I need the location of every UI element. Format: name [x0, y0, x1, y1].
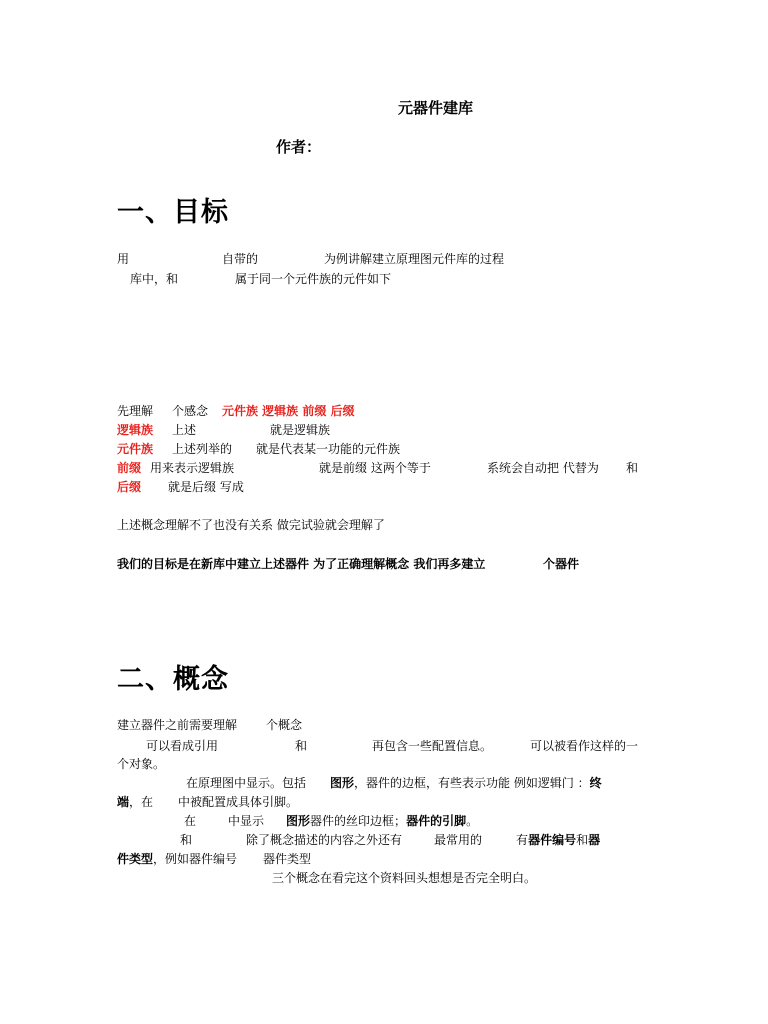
bold-term: 终 [589, 776, 602, 790]
text-fragment: 中显示 [228, 814, 265, 828]
text-fragment: 就是后缀 写成 [168, 480, 244, 494]
footprint-description [184, 812, 478, 830]
text-fragment: 就是前缀 这两个等于 [319, 461, 431, 475]
text-fragment: 用 [117, 252, 130, 266]
section-heading-goal: 一、目标 [117, 197, 229, 228]
term-prefix: 前缀 [117, 461, 142, 475]
text-fragment: 上述列举的 [172, 442, 233, 456]
text-fragment: 在 [184, 814, 197, 828]
text-fragment: 用来表示逻辑族 [150, 461, 235, 475]
bold-term: 图形 [330, 776, 355, 790]
text-fragment: 和 [180, 833, 193, 847]
text-fragment: 属于同一个元件族的元件如下 [235, 272, 392, 286]
term-logic-family: 逻辑族 [117, 423, 154, 437]
text-fragment: 和 [295, 739, 308, 753]
note-text: 上述概念理解不了也没有关系 做完试验就会理解了 [117, 518, 385, 532]
text-fragment: 和 [576, 833, 589, 847]
concepts-count-label: 个感念 [172, 404, 209, 418]
text-fragment: 自带的 [222, 252, 259, 266]
term-part-family: 元件族 [117, 442, 154, 456]
text-fragment: 器件的丝印边框； [310, 814, 407, 828]
text-fragment: 和 [626, 461, 639, 475]
text-fragment: 上述 [172, 423, 197, 437]
bold-term: 端 [117, 795, 130, 809]
text-fragment: 可以看成引用 [146, 739, 219, 753]
text-fragment: 再包含一些配置信息。 [372, 739, 493, 753]
section-heading-concepts: 二、概念 [117, 664, 229, 695]
text-fragment: 就是代表某一功能的元件族 [256, 442, 401, 456]
text-fragment: ，器件的边框，有些表示功能 例如逻辑门 ： [354, 776, 590, 790]
text-fragment: 可以被看作这样的一 [530, 739, 639, 753]
text-fragment: 有 [516, 833, 529, 847]
attributes-description [180, 831, 600, 849]
concepts-prefix: 先理解 [117, 404, 154, 418]
text-fragment: 为例讲解建立原理图元件库的过程 [324, 252, 505, 266]
author-label: 作者： [276, 138, 322, 156]
text-fragment: 最常用的 [434, 833, 483, 847]
text-fragment: 系统会自动把 代替为 [487, 461, 599, 475]
bold-term: 件类型 [117, 852, 154, 866]
bold-term: 图形 [286, 814, 311, 828]
text-fragment: ，例如器件编号 [153, 852, 238, 866]
text-fragment: 个概念 [266, 718, 303, 732]
text-fragment: 器件类型 [263, 852, 312, 866]
bold-term: 器件编号 [528, 833, 577, 847]
goal-statement: 我们的目标是在新库中建立上述器件 为了正确理解概念 我们再多建立 [117, 557, 486, 571]
closing-note: 三个概念在看完这个资料回头想想是否完全明白。 [272, 871, 537, 885]
document-title: 元器件建库 [398, 99, 474, 117]
term-suffix: 后缀 [117, 480, 142, 494]
concept-terms: 元件族 逻辑族 前缀 后缀 [222, 404, 355, 418]
symbol-description-cont [117, 793, 298, 811]
text-fragment: ，在 [129, 795, 154, 809]
text-fragment: 。 [466, 814, 479, 828]
symbol-description [186, 774, 602, 792]
text-fragment: 个器件 [543, 557, 580, 571]
text-fragment: 就是逻辑族 [270, 423, 331, 437]
intro-line-1 [117, 250, 129, 268]
bold-term: 器件的引脚 [406, 814, 467, 828]
concepts-intro: 建立器件之前需要理解 [117, 718, 238, 732]
text-fragment: 中被配置成具体引脚。 [178, 795, 299, 809]
text-fragment: 个对象。 [117, 757, 166, 771]
text-fragment: 在原理图中显示。包括 [186, 776, 307, 790]
bold-term: 器 [588, 833, 601, 847]
text-fragment: 除了概念描述的内容之外还有 [246, 833, 403, 847]
intro-line-2: 库中，和 [130, 272, 179, 286]
attributes-description-cont [117, 850, 311, 868]
